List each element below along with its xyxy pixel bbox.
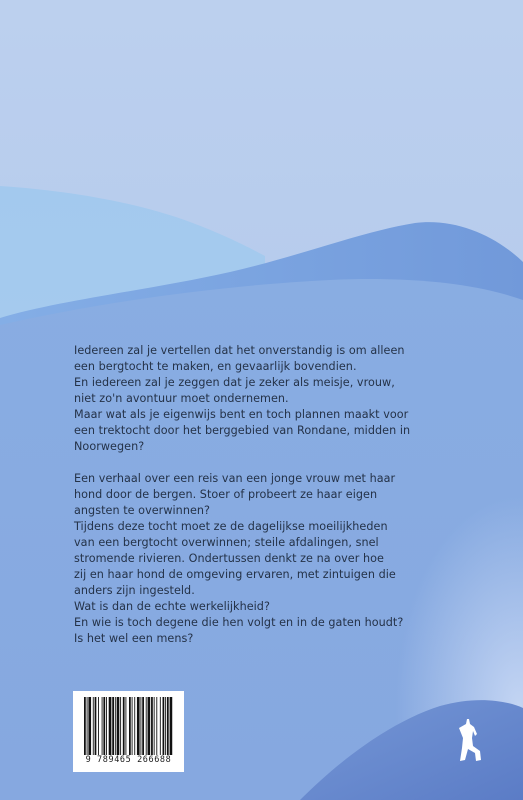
isbn-number: 9 789465 266688 (85, 755, 172, 765)
blurb-line: stromende rivieren. Ondertussen denkt ze na over hoe (74, 552, 384, 565)
barcode-bars (84, 697, 174, 755)
blurb-line: En iedereen zal je zeggen dat je zeker als meisje, vrouw, (74, 376, 395, 389)
barcode-bar (84, 697, 86, 755)
barcode-bar (98, 697, 99, 755)
isbn-barcode (73, 691, 184, 772)
barcode-bar (117, 697, 120, 755)
barcode-bar (167, 697, 169, 755)
figure-silhouette-icon (455, 718, 485, 762)
barcode-bar (95, 697, 97, 755)
barcode-bar (163, 697, 165, 755)
blurb-line: Iedereen zal je vertellen dat het onverstandig is om alleen (74, 344, 405, 357)
barcode-bar (112, 697, 114, 755)
barcode-bar (120, 697, 121, 755)
barcode-bar (115, 697, 116, 755)
blurb-line: En wie is toch degene die hen volgt en in de gaten houdt? (74, 616, 404, 629)
blurb-line: anders zijn ingesteld. (74, 584, 195, 597)
blurb-line: Wat is dan de echte werkelijkheid? (74, 600, 270, 613)
blurb-paragraph-1 (74, 343, 454, 455)
barcode-bar (132, 697, 133, 755)
barcode-bar (109, 697, 112, 755)
blurb-line: Is het wel een mens? (74, 632, 194, 645)
barcode-bar (87, 697, 88, 755)
barcode-bar (156, 697, 157, 755)
barcode-bar (151, 697, 153, 755)
blurb-line: van een bergtocht overwinnen; steile afdalingen, snel (74, 536, 379, 549)
blurb-line: niet zo'n avontuur moet ondernemen. (74, 392, 289, 405)
barcode-bar (140, 697, 141, 755)
blurb-line: Een verhaal over een reis van een jonge vrouw met haar (74, 472, 396, 485)
barcode-bar (93, 697, 94, 755)
barcode-bar (123, 697, 125, 755)
blurb-line: een trektocht door het berggebied van Rondane, midden in (74, 424, 411, 437)
barcode-bar (125, 697, 126, 755)
barcode-bar (137, 697, 140, 755)
barcode-bar (142, 697, 144, 755)
blurb-line: zij en haar hond de omgeving ervaren, met zintuigen die (74, 568, 396, 581)
barcode-bar (170, 697, 173, 755)
barcode-bar (103, 697, 105, 755)
barcode-bar (102, 697, 103, 755)
barcode-bar (148, 697, 151, 755)
blurb-paragraph-2 (74, 471, 454, 647)
blurb-line: angsten te overwinnen? (74, 504, 211, 517)
barcode-bar (88, 697, 91, 755)
blurb-line: een bergtocht te maken, en gevaarlijk bovendien. (74, 360, 357, 373)
blurb-line: Maar wat als je eigenwijs bent en toch plannen maakt voor (74, 408, 409, 421)
barcode-bar (106, 697, 107, 755)
barcode-bar (160, 697, 161, 755)
barcode-bar (165, 697, 166, 755)
blurb-line: Noorwegen? (74, 440, 145, 453)
barcode-bar (146, 697, 147, 755)
barcode-bar (154, 697, 155, 755)
barcode-bar (129, 697, 131, 755)
blurb-line: Tijdens deze tocht moet ze de dagelijkse moeilijkheden (74, 520, 388, 533)
barcode-bar (134, 697, 135, 755)
blurb-line: hond door de bergen. Stoer of probeert ze haar eigen (74, 488, 378, 501)
